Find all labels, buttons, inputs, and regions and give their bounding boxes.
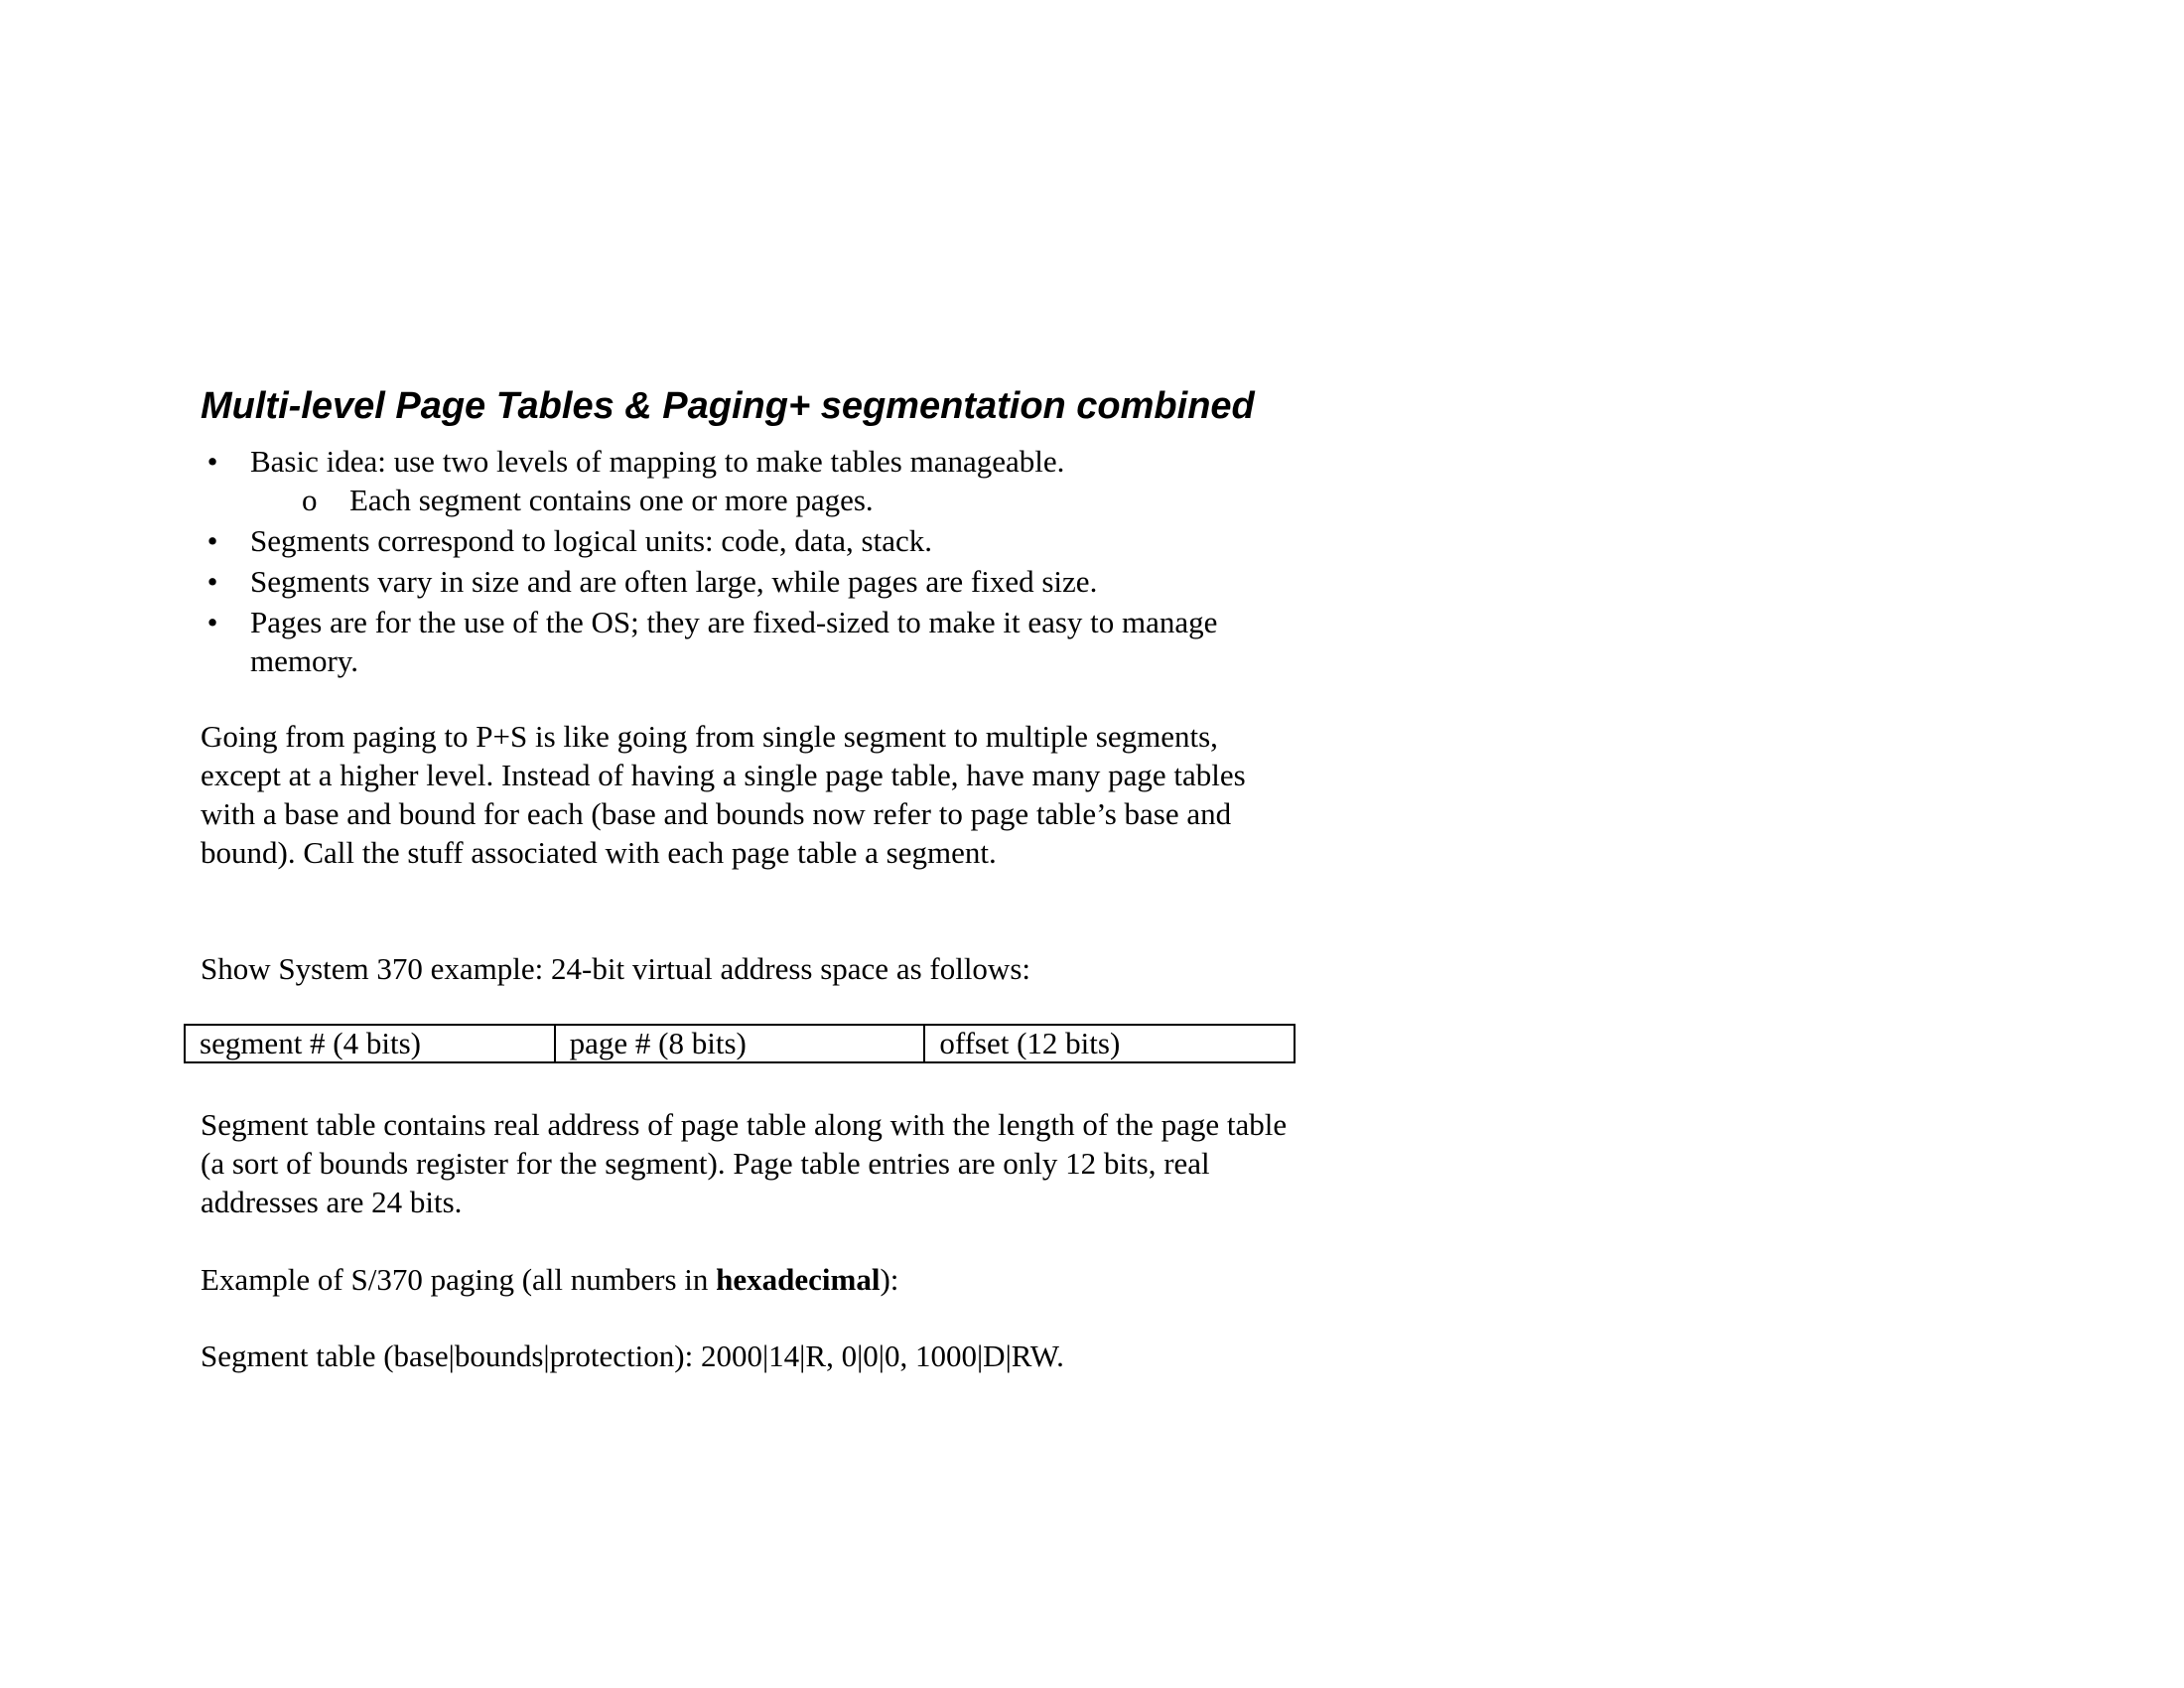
text-run: ): [880, 1262, 899, 1297]
paragraph-system370-intro: Show System 370 example: 24-bit virtual address space as follows: [201, 951, 1031, 986]
sub-list [250, 481, 1332, 519]
bold-text: hexadecimal [716, 1262, 881, 1297]
bullet-text: Segments vary in size and are often large, while pages are fixed size. [250, 564, 1098, 599]
paragraph-s370-example [201, 1260, 1332, 1299]
list-item [201, 442, 1332, 519]
sub-bullet-icon: o [302, 483, 318, 517]
bullet-text: Pages are for the use of the OS; they are fixed-sized to make it easy to manage memory. [250, 605, 1218, 678]
bullet-text: Segments correspond to logical units: code, data, stack. [250, 523, 932, 558]
sub-bullet-text: Each segment contains one or more pages. [349, 483, 874, 517]
bullet-text: Basic idea: use two levels of mapping to make tables manageable. [250, 444, 1065, 479]
bullet-list [201, 442, 1332, 682]
virtual-address-format-table [184, 1024, 1296, 1063]
paragraph-segment-table: Segment table contains real address of page table along with the length of the page table (a sort of bounds register for the segment). Page table entries are only 12 bits, real addresses are 24 bits. [201, 1107, 1288, 1219]
list-item [201, 562, 1332, 601]
table-row [185, 1025, 1295, 1062]
page-field-cell: page # (8 bits) [555, 1025, 925, 1062]
bullet-icon: • [206, 564, 218, 599]
text-run: Example of S/370 paging (all numbers in [201, 1262, 717, 1297]
list-item [201, 521, 1332, 560]
bullet-icon: • [206, 444, 218, 479]
segment-field-cell: segment # (4 bits) [185, 1025, 555, 1062]
paragraph-paging-to-ps: Going from paging to P+S is like going from single segment to multiple segments, except at a higher level. Instead of having a single page table, have many page tables with a base and bound for each (base and bounds now refer to page table’s base and bound). Call the stuff associated with each page table a segment. [201, 719, 1246, 870]
sub-list-item [250, 481, 1332, 519]
paragraph-segment-table-values: Segment table (base|bounds|protection): 2000|14|R, 0|0|0, 1000|D|RW. [201, 1338, 1064, 1373]
bullet-icon: • [206, 605, 218, 639]
bullet-icon: • [206, 523, 218, 558]
list-item [201, 603, 1263, 680]
offset-field-cell: offset (12 bits) [924, 1025, 1295, 1062]
document-title: Multi-level Page Tables & Paging+ segmentation combined [201, 385, 1255, 427]
